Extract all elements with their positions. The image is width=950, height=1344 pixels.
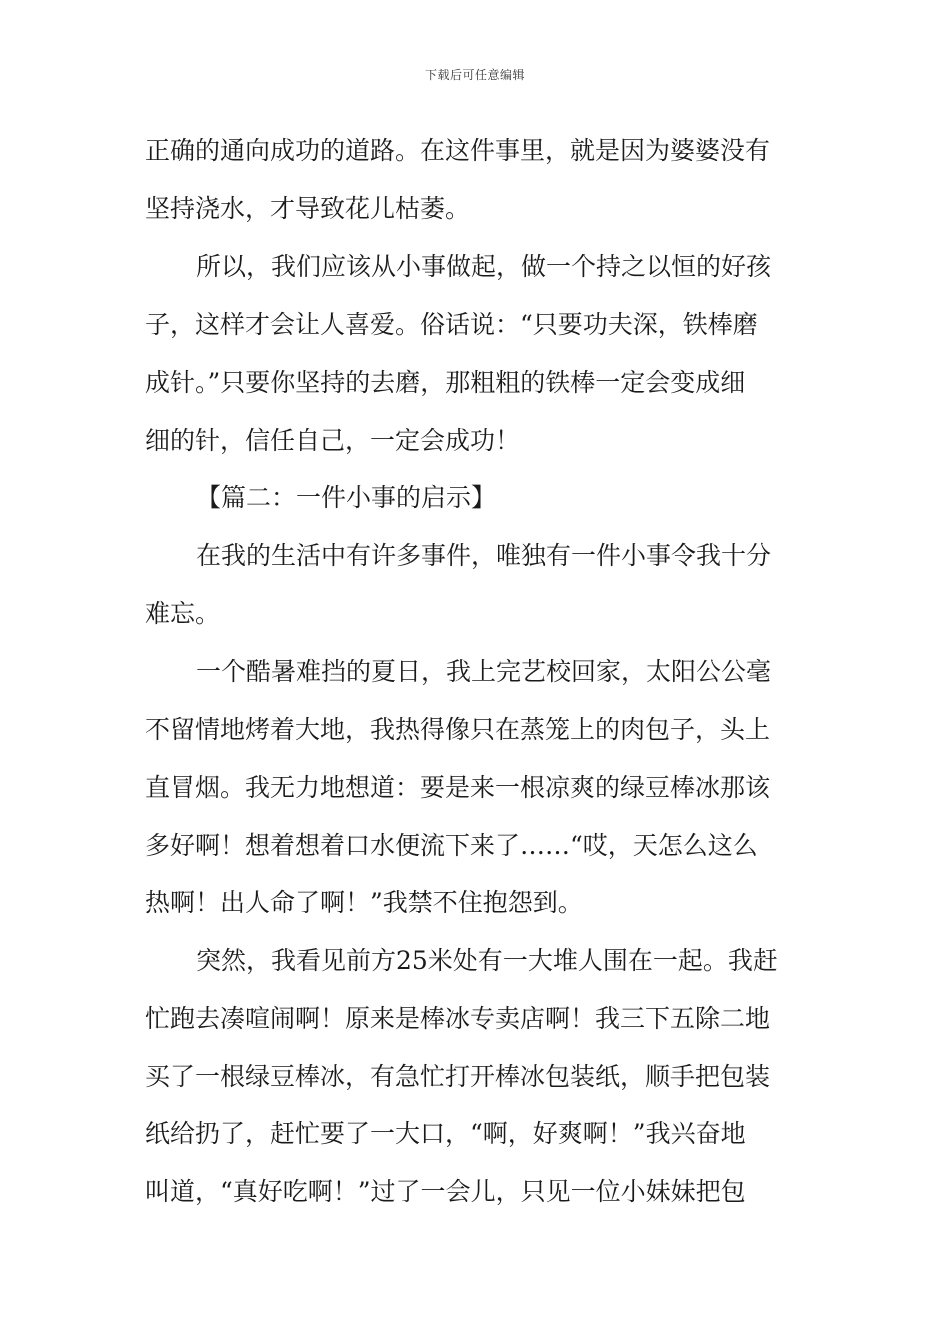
text-line: 细的针，信任自己，一定会成功！ (145, 426, 521, 455)
text-line: 子，这样才会让人喜爱。俗话说：“只要功夫深，铁棒磨 (145, 310, 758, 339)
text-line: 所以，我们应该从小事做起，做一个持之以恒的好孩 (196, 252, 772, 281)
text-line: 热啊！出人命了啊！”我禁不住抱怨到。 (145, 888, 583, 917)
text-line: 买了一根绿豆棒冰，有急忙打开棒冰包装纸，顺手把包装 (145, 1062, 771, 1091)
text-line: 成针。”只要你坚持的去磨，那粗粗的铁棒一定会变成细 (145, 368, 746, 397)
section-heading: 【篇二：一件小事的启示】 (196, 483, 497, 512)
page-header: 下载后可任意编辑 (424, 68, 525, 82)
text-line: 多好啊！想着想着口水便流下来了……“哎，天怎么这么 (145, 831, 758, 860)
text-line: 叫道，“真好吃啊！”过了一会儿，只见一位小妹妹把包 (145, 1177, 746, 1206)
text-line: 正确的通向成功的道路。在这件事里，就是因为婆婆没有 (145, 136, 771, 165)
text-line: 不留情地烤着大地，我热得像只在蒸笼上的肉包子，头上 (145, 715, 771, 744)
text-line: 在我的生活中有许多事件，唯独有一件小事令我十分 (196, 541, 772, 570)
text-line: 一个酷暑难挡的夏日，我上完艺校回家，太阳公公毫 (196, 657, 772, 686)
text-line: 坚持浇水，才导致花儿枯萎。 (145, 194, 471, 223)
text-line: 直冒烟。我无力地想道：要是来一根凉爽的绿豆棒冰那该 (145, 773, 771, 802)
text-line: 突然，我看见前方25米处有一大堆人围在一起。我赶 (196, 946, 778, 975)
text-line: 纸给扔了，赶忙要了一大口，“啊，好爽啊！”我兴奋地 (145, 1119, 746, 1148)
text-line: 忙跑去凑喧闹啊！原来是棒冰专卖店啊！我三下五除二地 (145, 1004, 771, 1033)
text-line: 难忘。 (145, 599, 221, 628)
